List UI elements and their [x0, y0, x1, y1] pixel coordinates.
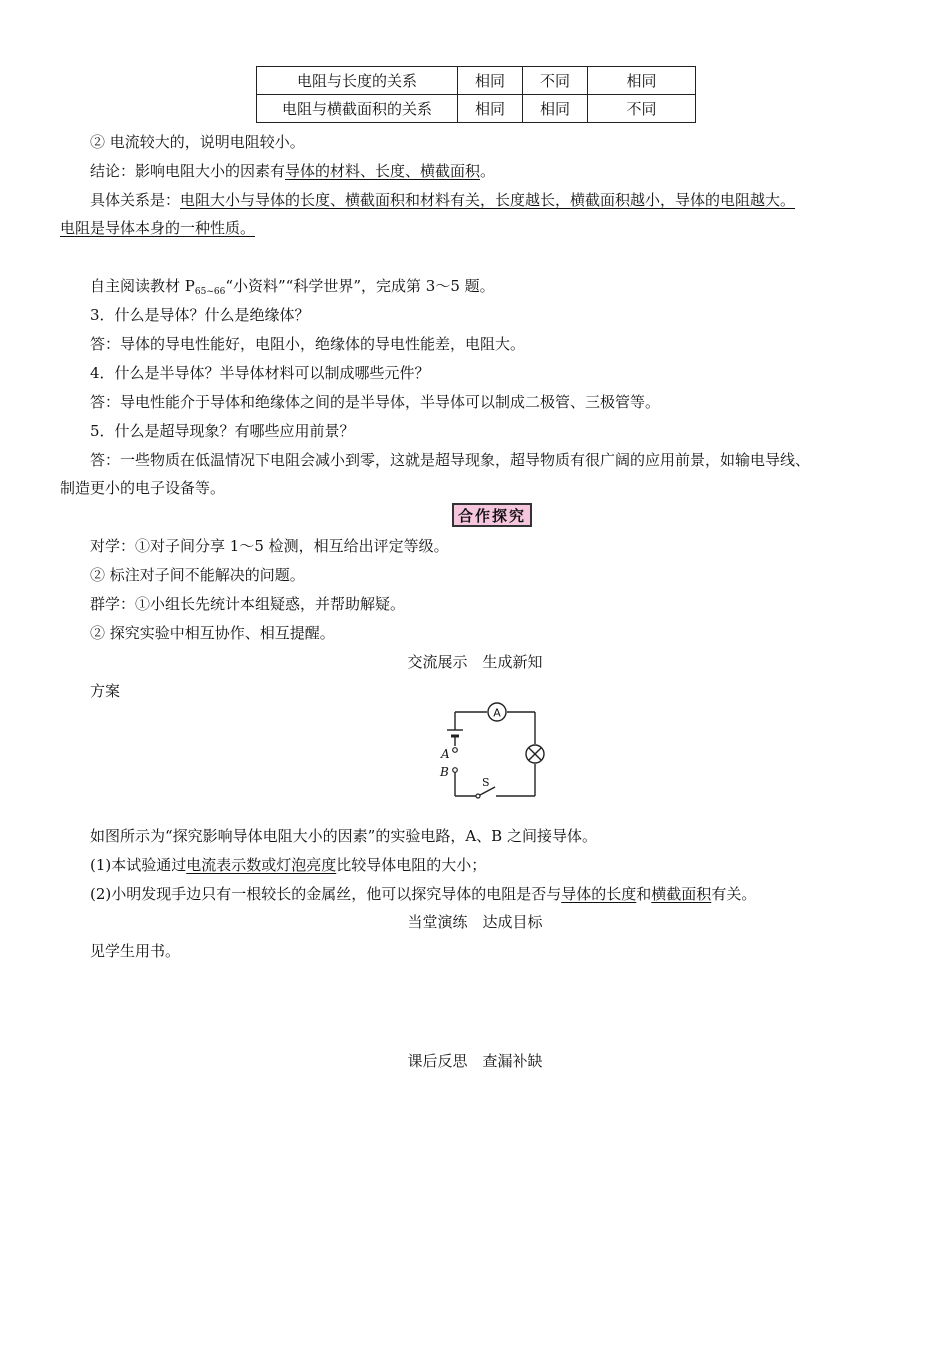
experiment-item-2: [90, 883, 756, 905]
switch-label: S: [482, 776, 490, 789]
group-study-1: 群学：①小组长先统计本组疑惑，并帮助解疑。: [90, 595, 406, 613]
lamp-icon: [526, 745, 544, 763]
table-cell: 相同: [458, 95, 523, 123]
conclusion-answer: 导体的材料、长度、横截面积: [285, 162, 481, 180]
current-note: ② 电流较大的，说明电阻较小。: [90, 133, 305, 151]
conclusion-line: [90, 160, 495, 182]
reading-suffix: “小资料”“科学世界”，完成第 3～5 题。: [225, 277, 495, 295]
answer-5-line2: 制造更小的电子设备等。: [60, 479, 226, 497]
question-5: 5．什么是超导现象？有哪些应用前景？: [90, 422, 355, 440]
see-student-book: 见学生用书。: [90, 942, 181, 960]
terminal-a-icon: [453, 748, 458, 753]
table-row: [257, 95, 696, 123]
pair-study-2: ② 标注对子间不能解决的问题。: [90, 566, 305, 584]
item-2-answer-2: 横截面积: [651, 885, 712, 903]
cooperation-badge: 合作探究: [452, 503, 532, 527]
circuit-diagram: [430, 698, 550, 802]
item-1-suffix: 比较导体电阻的大小；: [336, 856, 487, 874]
answer-3: 答：导体的导电性能好，电阻小，绝缘体的导电性能差，电阻大。: [90, 335, 526, 353]
item-2-prefix: (2)小明发现手边只有一根较长的金属丝，他可以探究导体的电阻是否与: [90, 885, 562, 903]
relation-label: 具体关系是：: [90, 191, 181, 209]
table-cell: 电阻与长度的关系: [257, 67, 458, 95]
item-1-prefix: (1)本试验通过: [90, 856, 187, 874]
table-cell: 不同: [523, 67, 588, 95]
reading-instruction: [90, 275, 495, 303]
relation-line: [90, 189, 795, 211]
table-cell: 相同: [523, 95, 588, 123]
experiment-item-1: [90, 854, 486, 876]
page-range: 65~66: [194, 287, 226, 297]
terminal-b-icon: [453, 768, 458, 773]
section-heading-practice: 当堂演练 达成目标: [407, 913, 543, 931]
property-line: 电阻是导体本身的一种性质。: [60, 219, 256, 237]
section-heading-exchange: 交流展示 生成新知: [407, 653, 543, 671]
table-row: [257, 67, 696, 95]
group-study-2: ② 探究实验中相互协作、相互提醒。: [90, 624, 335, 642]
resistance-comparison-table: [256, 66, 696, 123]
table-cell: 相同: [588, 67, 696, 95]
reading-prefix: 自主阅读教材 P: [90, 277, 195, 295]
item-2-mid: 和: [636, 885, 652, 903]
pair-study-1: 对学：①对子间分享 1～5 检测，相互给出评定等级。: [90, 537, 449, 555]
item-1-answer: 电流表示数或灯泡亮度: [186, 856, 337, 874]
battery-icon: [447, 730, 463, 746]
conclusion-label: 结论：影响电阻大小的因素有: [90, 162, 286, 180]
experiment-intro: 如图所示为“探究影响导体电阻大小的因素”的实验电路，A、B 之间接导体。: [90, 827, 597, 845]
answer-4: 答：导电性能介于导体和绝缘体之间的是半导体，半导体可以制成二极管、三极管等。: [90, 393, 661, 411]
answer-5-line1: 答：一些物质在低温情况下电阻会减小到零，这就是超导现象，超导物质有很广阔的应用前景，如输电导线、: [90, 451, 811, 469]
item-2-suffix: 有关。: [711, 885, 757, 903]
table-cell: 不同: [588, 95, 696, 123]
plan-label: 方案: [90, 682, 121, 700]
ammeter-label: A: [493, 706, 501, 720]
terminal-a-label: A: [441, 747, 450, 761]
table-cell: 相同: [458, 67, 523, 95]
question-3: 3．什么是导体？什么是绝缘体？: [90, 306, 310, 324]
section-heading-reflection: 课后反思 查漏补缺: [407, 1052, 543, 1070]
item-2-answer-1: 导体的长度: [561, 885, 637, 903]
question-4: 4．什么是半导体？半导体材料可以制成哪些元件？: [90, 364, 430, 382]
terminal-b-label: B: [440, 765, 449, 779]
table-cell: 电阻与横截面积的关系: [257, 95, 458, 123]
conclusion-end: 。: [480, 162, 496, 180]
relation-answer: 电阻大小与导体的长度、横截面积和材料有关，长度越长，横截面积越小，导体的电阻越大。: [180, 191, 796, 209]
